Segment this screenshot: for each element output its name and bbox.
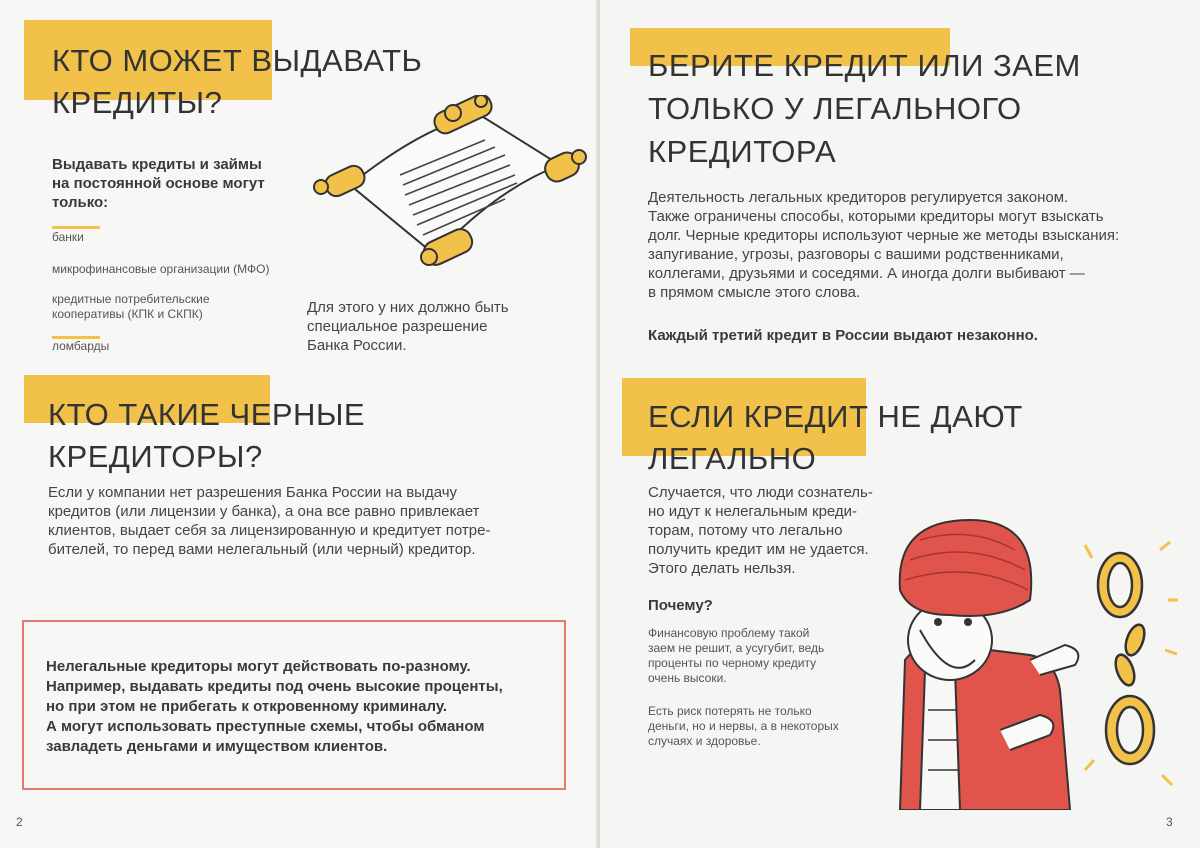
intro-text: Выдавать кредиты и займы на постоянной основе могут только: [52, 156, 265, 211]
statistic-text: Каждый третий кредит в России выдают незаконно. [648, 327, 1038, 344]
license-note: Для этого у них должно быть специальное разрешение Банка России. [307, 299, 509, 354]
why-heading: Почему? [648, 597, 713, 614]
list-item-banks: банки [52, 230, 84, 244]
section-heading-who-can-lend: КТО МОЖЕТ ВЫДАВАТЬ КРЕДИТЫ? [52, 43, 423, 120]
why-reason-1: Финансовую проблему такой заем не решит, а усугубит, ведь проценты по черному кредиту очень высоки. [648, 626, 825, 685]
left-page [0, 0, 598, 848]
why-reason-2: Есть риск потерять не только деньги, но и нервы, а в некоторых случаях и здоровье. [648, 704, 839, 748]
list-item-mfo: микрофинансовые организации (МФО) [52, 262, 270, 276]
black-lenders-text: Если у компании нет разрешения Банка России на выдачу кредитов (или лицензии у банка), а она все равно привлекает клиентов, выдает себя за лицензированную и кредитует потре- бителей, то перед вами нелегальный (или черный) кредитор. [48, 484, 491, 558]
warning-box [22, 620, 566, 790]
right-page [600, 0, 1200, 848]
scroll-icon [305, 95, 595, 280]
list-item-kpk: кредитные потребительские кооперативы (КПК и СКПК) [52, 292, 210, 321]
section-heading-legal-lender: БЕРИТЕ КРЕДИТ ИЛИ ЗАЕМ ТОЛЬКО У ЛЕГАЛЬНОГО КРЕДИТОРА [648, 48, 1081, 169]
list-item-pawnshops: ломбарды [52, 339, 110, 353]
page-number: 3 [1166, 815, 1173, 829]
warning-text: Нелегальные кредиторы могут действовать по-разному. Например, выдавать кредиты под очень высокие проценты, но при этом не прибегать к откровенному криминалу. А могут использовать преступные схемы, чтобы обманом завладеть деньгами и имуществом клиентов. [46, 658, 503, 755]
list-bar [52, 226, 100, 229]
section-heading-not-legal: ЕСЛИ КРЕДИТ НЕ ДАЮТ ЛЕГАЛЬНО [648, 399, 1023, 476]
page-number: 2 [16, 815, 23, 829]
broken-shackles-icon [1080, 530, 1180, 790]
legal-lenders-text: Деятельность легальных кредиторов регулируется законом. Также ограничены способы, которыми кредиторы могут взыскать долг. Черные кредиторы используют черные же методы взыскания: запугивание, угрозы, разговоры с вашими родственниками, коллегами, друзьями и соседями. А иногда долги выбивают — в прямом смысле этого слова. [648, 189, 1120, 301]
man-in-turban-illustration [880, 510, 1090, 810]
not-legal-text: Случается, что люди сознатель- но идут к нелегальным креди- торам, потому что легально получить кредит им не удается. Этого делать нельзя. [648, 484, 873, 577]
section-heading-black-lenders: КТО ТАКИЕ ЧЕРНЫЕ КРЕДИТОРЫ? [48, 397, 366, 474]
